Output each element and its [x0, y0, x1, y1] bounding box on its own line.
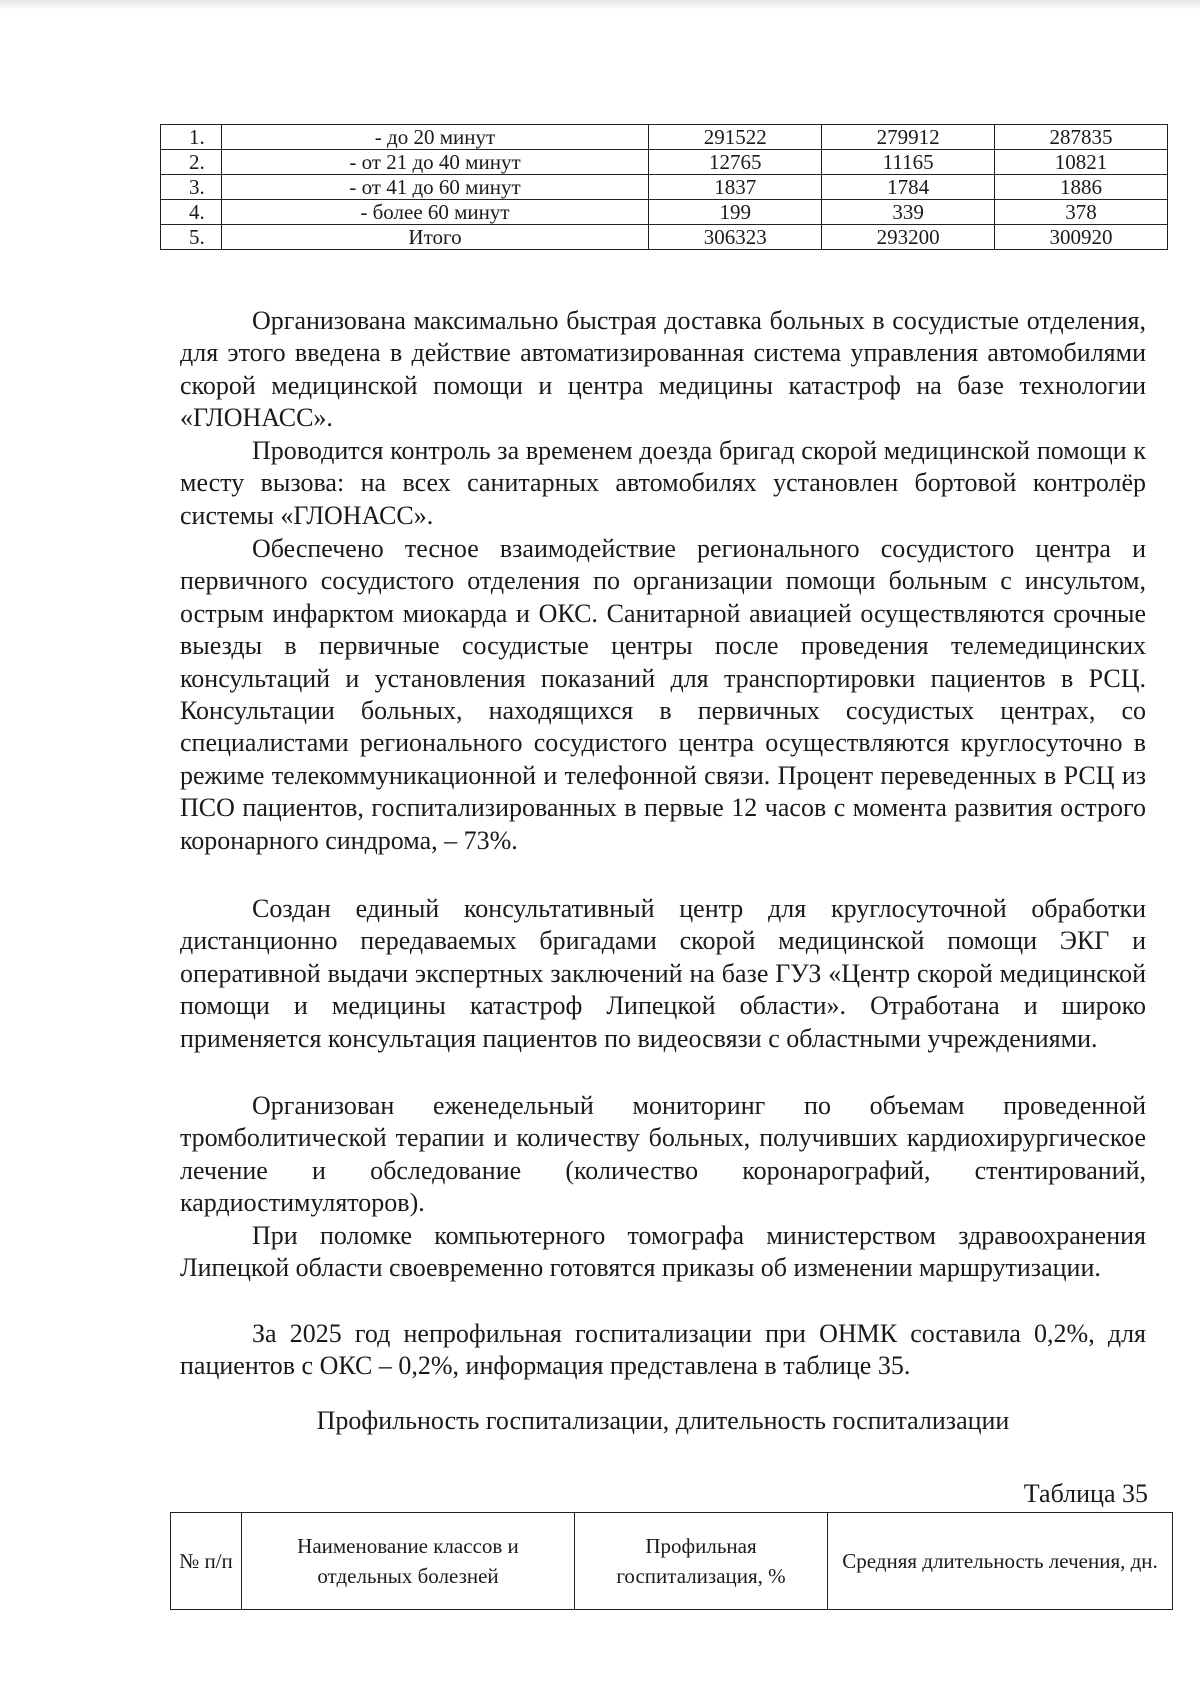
row-value: 279912: [822, 125, 995, 150]
table-row: [161, 150, 1168, 175]
row-label: - более 60 минут: [221, 200, 649, 225]
row-value: 339: [822, 200, 995, 225]
row-value: 1886: [995, 175, 1168, 200]
paragraph-glonass-delivery: Организована максимально быстрая доставка больных в сосудистые отделения, для этого введена в действие автоматизированная система управления автомобилями скорой медицинской помощи и центра медицины катастроф на базе технологии «ГЛОНАСС».: [180, 306, 1146, 433]
row-number: 3.: [161, 175, 222, 200]
row-value: 300920: [995, 225, 1168, 250]
time-to-arrival-table: [160, 124, 1168, 250]
table-row: [161, 175, 1168, 200]
row-number: 2.: [161, 150, 222, 175]
row-value: 1784: [822, 175, 995, 200]
column-header-profile-hospitalization: Профильная госпитализация, %: [575, 1513, 828, 1610]
row-value: 1837: [649, 175, 822, 200]
row-value: 12765: [649, 150, 822, 175]
paragraph-monitoring: Организован еженедельный мониторинг по объемам проведенной тромболитической терапии и количеству больных, получивших кардиохирургическое лечение и обследование (количество коронарографий, стентирований, кардиостимуляторов).: [180, 1091, 1146, 1218]
row-label: - от 41 до 60 минут: [221, 175, 649, 200]
row-number: 1.: [161, 125, 222, 150]
column-header-number: № п/п: [171, 1513, 242, 1610]
row-value: 293200: [822, 225, 995, 250]
row-value: 306323: [649, 225, 822, 250]
row-value: 11165: [822, 150, 995, 175]
table-row: [161, 200, 1168, 225]
table-row-total: [161, 225, 1168, 250]
paragraph-ct-routing: При поломке компьютерного томографа министерством здравоохранения Липецкой области своевременно готовятся приказы об изменении маршрутизации.: [180, 1221, 1146, 1283]
row-number: 5.: [161, 225, 222, 250]
row-label: - до 20 минут: [221, 125, 649, 150]
row-value: 291522: [649, 125, 822, 150]
row-value: 10821: [995, 150, 1168, 175]
table-row: [161, 125, 1168, 150]
row-label: Итого: [221, 225, 649, 250]
column-header-disease-class: Наименование классов и отдельных болезней: [242, 1513, 575, 1610]
row-label: - от 21 до 40 минут: [221, 150, 649, 175]
row-value: 287835: [995, 125, 1168, 150]
row-number: 4.: [161, 200, 222, 225]
paragraph-arrival-control: Проводится контроль за временем доезда бригад скорой медицинской помощи к месту вызова: на всех санитарных автомобилях установлен бортовой контролёр системы «ГЛОНАСС».: [180, 436, 1146, 530]
column-header-avg-duration: Средняя длительность лечения, дн.: [828, 1513, 1173, 1610]
table-header-row: [171, 1513, 1173, 1610]
section-title: Профильность госпитализации, длительность госпитализации: [316, 1406, 1010, 1435]
paragraph-hospitalization-2025: За 2025 год непрофильная госпитализации при ОНМК составила 0,2%, для пациентов с ОКС – 0,2%, информация представлена в таблице 35.: [180, 1319, 1146, 1381]
row-value: 199: [649, 200, 822, 225]
paragraph-consult-center: Создан единый консультативный центр для круглосуточной обработки дистанционно передаваемых бригадами скорой медицинской помощи ЭКГ и оперативной выдачи экспертных заключений на базе ГУЗ «Центр скорой медицинской помощи и медицины катастроф Липецкой области». Отработана и широко применяется консультация пациентов по видеосвязи с областными учреждениями.: [180, 894, 1146, 1053]
table-label: Таблица 35: [1023, 1479, 1148, 1508]
paragraph-vascular-center: Обеспечено тесное взаимодействие регионального сосудистого центра и первичного сосудистого отделения по организации помощи больным с инсультом, острым инфарктом миокарда и ОКС. Санитарной авиацией осуществляются срочные выезды в первичные сосудистые центры после проведения телемедицинских консультаций и установления показаний для транспортировки пациентов в РСЦ. Консультации больных, находящихся в первичных сосудистых центрах, со специалистами регионального сосудистого центра осуществляются круглосуточно в режиме телекоммуникационной и телефонной связи. Процент переведенных в РСЦ из ПСО пациентов, госпитализированных в первые 12 часов с момента развития острого коронарного синдрома, – 73%.: [180, 534, 1146, 855]
scan-edge: [0, 0, 1200, 10]
table-35: [170, 1512, 1173, 1610]
row-value: 378: [995, 200, 1168, 225]
